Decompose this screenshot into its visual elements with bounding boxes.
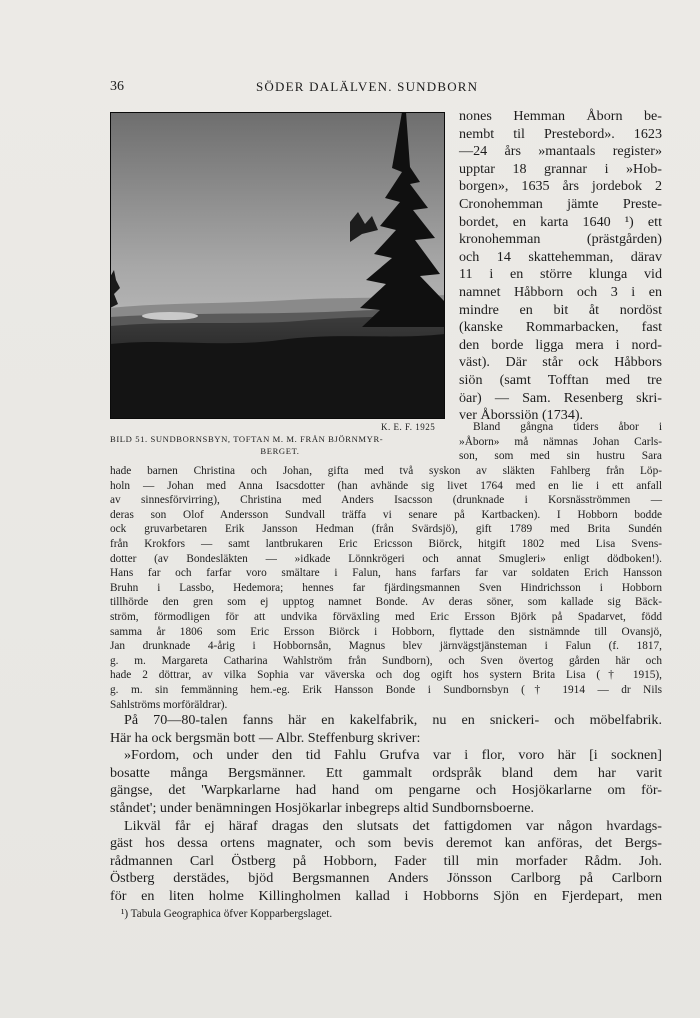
running-title: SÖDER DALÄLVEN. SUNDBORN [256, 79, 479, 94]
text-line: ver Åborssiön (1734). [459, 407, 584, 424]
text-line: siön (samt Tofftan med tre [459, 371, 662, 388]
small-text-line: från Krokfors — samt lantbrukaren Eric Ericsson Biörck, hitgift 1802 med Lisa Svens- [110, 537, 662, 550]
small-text-line: samma år 1806 som Eric Ersson Biörck i Hobborn, flyttade den sistnämnde till Ovansjö, [110, 625, 662, 638]
small-print-right [459, 420, 662, 464]
small-print-block [110, 464, 662, 712]
small-text-line: Jan drunknade 4-årig i Hobbornsån, Magnus blev järnvägstjänsteman i Falun (f. 1817, [110, 640, 662, 653]
landscape-photo [110, 112, 445, 419]
right-column-text [459, 108, 662, 425]
text-line: 11 i en större klunga vid [459, 266, 662, 283]
small-text-line: hade 2 döttrar, av vilka Sophia var väverska och dog ogift hos systern Brita Lisa († 1915), [110, 669, 662, 682]
small-text-line: deras son Olof Andersson Sundvall träffa vi senare på Kartbacken). I Hobborn bodde [110, 508, 662, 521]
small-text-line: tillhörde den gren som ej upptog namnet Bonde. Av deras söner, som kallade sig Bäck- [110, 596, 662, 609]
small-text-line: ock gruvarbetaren Erik Jansson Hedman (från Svärdsjö), gift 1789 med Brita Sundén [110, 523, 662, 536]
text-line: namnet Håbborn och 3 i en [459, 283, 662, 300]
small-text-line: av sinnesförvirring), Christina med Anders Isacsson (drunknade i Korsnäsströmmen — [110, 494, 662, 507]
caption-line: BERGET. [260, 446, 300, 456]
caption-line: BILD 51. SUNDBORNSBYN, TOFTAN M. M. FRÅN BJÖRNMYR- [110, 434, 384, 444]
text-line: Cronohemman jämte Preste- [459, 195, 662, 212]
small-text-line: Bruhn i Lassbo, Hedemora; hennes far fjärdingsmannen Sven Hindrichsson i Hobborn [110, 581, 662, 594]
body-line: ståndet'; under benämningen Hosjökarlar inbegreps altid Sundbornsboerne. [110, 799, 535, 816]
footnote: ¹) Tabula Geographica öfver Kopparbergslaget. [121, 908, 333, 920]
body-line: Här ha ock bergsmän bott — Albr. Steffenburg skriver: [110, 729, 421, 746]
body-line: Östberg derstädes, bjöd Bergsmannen Anders Jönsson Carlborg på Carlborn [110, 870, 662, 887]
text-line: bordet, en karta 1640 ¹) ett [459, 213, 662, 230]
body-line: »Fordom, och under den tid Fahlu Grufva var i flor, voro här [i socknen] [124, 747, 662, 764]
body-line: På 70—80-talen fanns här en kakelfabrik, nu en snickeri- och möbelfabrik. [124, 712, 662, 728]
text-line: kronohemman (prästgården) [459, 231, 662, 248]
small-text-line: son, som med sin hustru Sara [459, 450, 662, 463]
text-line: väst). Där står ock Håbbors [459, 354, 662, 371]
body-line: bosatte många Bergsmänner. Ett gammalt ordspråk bland dem har varit [110, 764, 662, 781]
text-line: (kanske Rommarbacken, fast [459, 319, 662, 336]
page-number: 36 [110, 79, 124, 94]
text-line: öar) — Sam. Resenberg skri- [459, 389, 662, 406]
body-text [110, 712, 662, 906]
body-line: Likväl får ej häraf dragas den slutsats det fattigdomen var någon hvardags- [124, 817, 662, 834]
photo-illustration [110, 112, 445, 419]
photo-credit: K. E. F. 1925 [381, 422, 436, 432]
small-text-line: dotter (av Bondesläkten — »idkade Lönnkrögeri och annat Smugleri» enligt dödboken!). [110, 552, 662, 565]
small-text-line: Hans far och farfar voro smältare i Falun, hans farfars far var soldaten Erich Hansson [110, 567, 662, 580]
text-line: nones Hemman Åborn be- [459, 108, 662, 124]
small-text-line: holn — Johan med Anna Isacsdotter (han avhände sig livet 1764 med en lie i ett anfall [110, 479, 662, 492]
text-line: den borde ligga mera i nord- [459, 336, 662, 353]
small-text-line: »Åborn» må nämnas Johan Carls- [459, 435, 662, 448]
text-line: —24 års »mantaals register» [459, 143, 662, 160]
text-line: mindre en bit åt nordöst [459, 301, 662, 318]
body-line: gäst hos dessa ortens magnater, och som bevis deremot kan anföras, det Bergs- [110, 835, 662, 852]
small-text-line: ström, förmodligen för att undvika förväxling med Eric Ersson Björk på Spadarvet, född [110, 610, 662, 623]
small-text-line: g. m. Margareta Catharina Wahlström från Sundborn), och Sven övertog gården här och [110, 654, 662, 667]
text-line: borgen», 1635 års jordebok 2 [459, 178, 662, 195]
figure-caption [110, 433, 450, 457]
body-line: rådmannen Carl Östberg på Hobborn, Fader till min morfader Rådm. Joh. [110, 852, 662, 869]
body-line: gängse, det 'Warpkarlarne had hand om pengarne och Hosjökarlarne om för- [110, 782, 662, 799]
text-line: upptar 18 grannar i »Hob- [459, 160, 662, 177]
text-line: nembt til Prestebord». 1623 [459, 125, 662, 142]
small-text-line: Sahlströms morföräldrar). [110, 698, 228, 711]
small-text-line: hade barnen Christina och Johan, gifta med två syskon av släkten Fahlberg från Löp- [110, 465, 662, 477]
small-text-line: g. m. sin femmänning hem.-eg. Erik Hansson Bonde i Sundbornsbyn († 1914 — dr Nils [110, 683, 662, 696]
small-text-line: Bland gångna tiders åbor i [473, 421, 662, 433]
body-line: för en liten holme Killingholmen kallad i Hobborns Sjön en Fjerdepart, men [110, 887, 662, 904]
text-line: och 14 skattehemman, därav [459, 248, 662, 265]
